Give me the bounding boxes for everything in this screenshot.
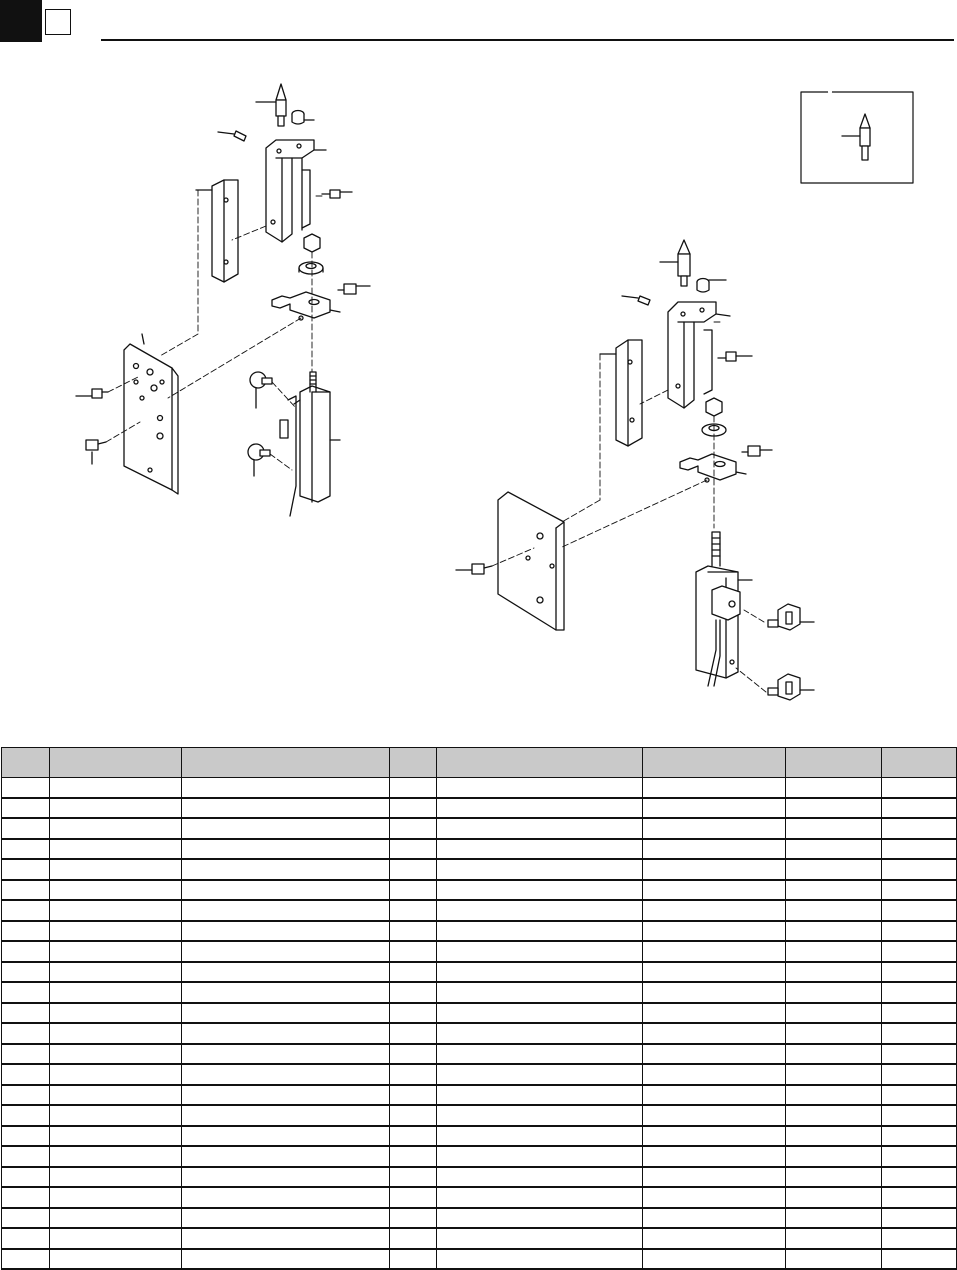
table-cell <box>882 839 957 860</box>
table-cell <box>643 1003 786 1024</box>
pin-icon <box>256 84 286 126</box>
page-header <box>0 0 957 50</box>
table-row <box>2 941 957 962</box>
table-cell <box>182 941 390 962</box>
table-cell <box>786 859 882 880</box>
table-row <box>2 1249 957 1270</box>
table-cell <box>2 1064 50 1085</box>
column-header <box>437 748 643 778</box>
screw-icon <box>76 389 108 398</box>
table-cell <box>50 859 182 880</box>
table-cell <box>182 778 390 798</box>
table-cell <box>882 778 957 798</box>
table-cell <box>643 962 786 983</box>
table-cell <box>50 1044 182 1065</box>
table-row <box>2 1187 957 1208</box>
table-cell <box>50 1208 182 1229</box>
l-bracket-icon <box>680 454 746 482</box>
table-row <box>2 1167 957 1188</box>
table-row <box>2 921 957 942</box>
table-cell <box>643 1044 786 1065</box>
table-row <box>2 900 957 921</box>
column-header <box>882 748 957 778</box>
column-header <box>2 748 50 778</box>
table-cell <box>437 1228 643 1249</box>
table-cell <box>882 921 957 942</box>
table-cell <box>643 1023 786 1044</box>
table-cell <box>2 1167 50 1188</box>
table-cell <box>390 1064 437 1085</box>
mounting-plate-icon <box>124 334 178 494</box>
table-cell <box>786 1249 882 1270</box>
table-cell <box>643 778 786 798</box>
table-cell <box>643 1085 786 1106</box>
table-row <box>2 1228 957 1249</box>
table-row <box>2 1023 957 1044</box>
table-cell <box>182 982 390 1003</box>
table-cell <box>786 1064 882 1085</box>
table-cell <box>882 1187 957 1208</box>
inset-detail-box <box>801 86 913 183</box>
table-cell <box>50 900 182 921</box>
table-cell <box>50 1228 182 1249</box>
table-cell <box>182 962 390 983</box>
table-cell <box>437 941 643 962</box>
table-cell <box>437 1208 643 1229</box>
table-cell <box>786 900 882 921</box>
table-cell <box>390 1044 437 1065</box>
table-cell <box>390 1249 437 1270</box>
table-cell <box>643 1146 786 1167</box>
table-cell <box>182 1167 390 1188</box>
table-cell <box>2 1249 50 1270</box>
table-cell <box>437 880 643 901</box>
table-row <box>2 1146 957 1167</box>
table-cell <box>2 859 50 880</box>
table-cell <box>643 1208 786 1229</box>
table-cell <box>2 1187 50 1208</box>
table-row <box>2 798 957 819</box>
table-cell <box>437 1146 643 1167</box>
table-cell <box>50 1126 182 1147</box>
table-cell <box>390 839 437 860</box>
screw-icon <box>322 190 352 198</box>
table-cell <box>182 1085 390 1106</box>
table-cell <box>390 859 437 880</box>
pin-icon <box>660 240 690 286</box>
table-cell <box>390 1126 437 1147</box>
table-cell <box>643 880 786 901</box>
column-header <box>182 748 390 778</box>
screw-icon <box>718 352 752 361</box>
table-cell <box>182 859 390 880</box>
table-cell <box>786 778 882 798</box>
table-cell <box>882 982 957 1003</box>
table-cell <box>390 880 437 901</box>
table-cell <box>182 1003 390 1024</box>
table-cell <box>2 900 50 921</box>
screw-icon <box>456 564 492 574</box>
table-row <box>2 1003 957 1024</box>
table-cell <box>882 1064 957 1085</box>
table-cell <box>786 818 882 839</box>
table-row <box>2 778 957 798</box>
table-row <box>2 839 957 860</box>
table-cell <box>182 1023 390 1044</box>
table-cell <box>643 839 786 860</box>
cap-nut-icon <box>697 279 726 293</box>
table-cell <box>786 921 882 942</box>
table-cell <box>2 921 50 942</box>
table-cell <box>786 1208 882 1229</box>
table-cell <box>2 880 50 901</box>
left-assembly <box>76 84 370 516</box>
exploded-parts-diagram <box>0 60 957 740</box>
table-cell <box>437 1044 643 1065</box>
table-cell <box>437 1064 643 1085</box>
table-cell <box>437 1126 643 1147</box>
table-cell <box>50 778 182 798</box>
table-cell <box>390 1167 437 1188</box>
table-row <box>2 982 957 1003</box>
table-cell <box>882 1208 957 1229</box>
table-cell <box>182 798 390 819</box>
table-cell <box>182 1228 390 1249</box>
header-rule <box>101 39 954 41</box>
table-cell <box>50 1003 182 1024</box>
table-row <box>2 859 957 880</box>
column-header <box>390 748 437 778</box>
table-cell <box>390 818 437 839</box>
table-cell <box>182 900 390 921</box>
table-cell <box>50 839 182 860</box>
table-cell <box>50 1085 182 1106</box>
table-cell <box>390 941 437 962</box>
table-cell <box>437 962 643 983</box>
table-cell <box>882 1085 957 1106</box>
table-cell <box>786 1003 882 1024</box>
table-cell <box>786 1228 882 1249</box>
table-cell <box>882 900 957 921</box>
table-cell <box>182 1126 390 1147</box>
channel-bracket-icon <box>600 340 642 446</box>
thumb-screw-icon <box>250 372 272 408</box>
table-cell <box>882 1228 957 1249</box>
table-cell <box>882 880 957 901</box>
table-cell <box>437 1085 643 1106</box>
table-cell <box>882 1249 957 1270</box>
parts-table <box>1 747 957 1270</box>
table-cell <box>643 818 786 839</box>
table-cell <box>643 1249 786 1270</box>
thumb-screw-icon <box>248 444 270 476</box>
table-row <box>2 1208 957 1229</box>
table-cell <box>786 1044 882 1065</box>
table-row <box>2 1044 957 1065</box>
table-row <box>2 1085 957 1106</box>
table-cell <box>390 921 437 942</box>
set-screw-icon <box>218 131 246 141</box>
sensor-body-icon <box>696 532 752 686</box>
table-cell <box>50 1187 182 1208</box>
table-cell <box>437 859 643 880</box>
table-cell <box>50 818 182 839</box>
thumb-screw-icon <box>768 604 814 630</box>
column-header <box>50 748 182 778</box>
table-cell <box>643 1167 786 1188</box>
pin-holder-block-icon <box>668 302 730 408</box>
table-cell <box>390 1187 437 1208</box>
table-cell <box>390 1105 437 1126</box>
table-cell <box>643 1187 786 1208</box>
table-cell <box>50 1146 182 1167</box>
table-cell <box>643 900 786 921</box>
washer-icon <box>299 262 323 274</box>
table-cell <box>50 1249 182 1270</box>
table-cell <box>437 1187 643 1208</box>
table-cell <box>643 1228 786 1249</box>
table-cell <box>882 962 957 983</box>
table-cell <box>437 778 643 798</box>
table-cell <box>390 982 437 1003</box>
table-cell <box>50 1064 182 1085</box>
table-row <box>2 1064 957 1085</box>
table-cell <box>437 921 643 942</box>
table-cell <box>390 1146 437 1167</box>
table-cell <box>882 798 957 819</box>
table-cell <box>50 880 182 901</box>
table-cell <box>2 1208 50 1229</box>
screw-icon <box>338 284 370 294</box>
table-cell <box>643 859 786 880</box>
table-cell <box>786 962 882 983</box>
table-cell <box>786 1023 882 1044</box>
table-cell <box>643 982 786 1003</box>
table-cell <box>50 1167 182 1188</box>
table-cell <box>50 1105 182 1126</box>
table-cell <box>182 1208 390 1229</box>
table-cell <box>182 818 390 839</box>
table-cell <box>643 921 786 942</box>
table-body <box>2 778 957 1270</box>
table-cell <box>182 880 390 901</box>
table-cell <box>182 1187 390 1208</box>
table-cell <box>786 1126 882 1147</box>
table-cell <box>786 1167 882 1188</box>
table-cell <box>882 1044 957 1065</box>
table-cell <box>882 818 957 839</box>
screw-icon <box>86 440 106 464</box>
table-cell <box>50 962 182 983</box>
l-bracket-icon <box>272 292 340 320</box>
table-cell <box>50 941 182 962</box>
table-cell <box>390 1228 437 1249</box>
table-cell <box>2 798 50 819</box>
table-cell <box>2 1105 50 1126</box>
table-cell <box>390 1208 437 1229</box>
table-cell <box>882 1126 957 1147</box>
table-cell <box>882 1167 957 1188</box>
table-cell <box>882 941 957 962</box>
table-cell <box>786 1105 882 1126</box>
section-tab-box <box>45 9 71 35</box>
table-cell <box>2 1146 50 1167</box>
screw-icon <box>742 446 772 456</box>
table-cell <box>182 1249 390 1270</box>
table-cell <box>390 778 437 798</box>
table-cell <box>786 941 882 962</box>
pin-holder-block-icon <box>266 140 326 242</box>
table-cell <box>437 1167 643 1188</box>
table-cell <box>786 1085 882 1106</box>
set-screw-icon <box>622 296 650 305</box>
sensor-body-icon <box>280 372 340 516</box>
mounting-plate-icon <box>498 492 564 630</box>
table-cell <box>182 1105 390 1126</box>
channel-bracket-icon <box>196 180 238 282</box>
table-cell <box>882 1105 957 1126</box>
table-row <box>2 962 957 983</box>
section-tab-black <box>0 0 42 42</box>
table-cell <box>437 1023 643 1044</box>
table-cell <box>643 1105 786 1126</box>
table-cell <box>643 1064 786 1085</box>
table-cell <box>390 798 437 819</box>
table-cell <box>786 982 882 1003</box>
table-cell <box>437 839 643 860</box>
right-assembly <box>456 240 814 700</box>
table-row <box>2 1126 957 1147</box>
table-cell <box>50 1023 182 1044</box>
column-header <box>786 748 882 778</box>
table-cell <box>2 778 50 798</box>
table-cell <box>786 1187 882 1208</box>
table-cell <box>2 1126 50 1147</box>
table-cell <box>182 839 390 860</box>
table-row <box>2 1105 957 1126</box>
table-cell <box>882 1023 957 1044</box>
table-cell <box>2 1085 50 1106</box>
table-cell <box>2 1228 50 1249</box>
table-header-row <box>2 748 957 778</box>
table-cell <box>50 921 182 942</box>
table-cell <box>882 1146 957 1167</box>
table-cell <box>50 798 182 819</box>
table-cell <box>786 839 882 860</box>
table-cell <box>2 941 50 962</box>
table-row <box>2 880 957 901</box>
table-cell <box>390 962 437 983</box>
cap-nut-icon <box>292 111 314 125</box>
table-cell <box>2 1023 50 1044</box>
table-cell <box>2 839 50 860</box>
table-cell <box>643 1126 786 1147</box>
table-cell <box>882 859 957 880</box>
table-cell <box>182 1044 390 1065</box>
table-cell <box>2 1003 50 1024</box>
hex-nut-icon <box>304 234 320 252</box>
table-cell <box>390 1023 437 1044</box>
table-cell <box>182 921 390 942</box>
table-cell <box>437 900 643 921</box>
table-row <box>2 818 957 839</box>
table-cell <box>182 1146 390 1167</box>
thumb-screw-icon <box>768 674 814 700</box>
table-cell <box>390 1085 437 1106</box>
table-cell <box>2 982 50 1003</box>
table-cell <box>50 982 182 1003</box>
table-cell <box>437 982 643 1003</box>
table-cell <box>437 798 643 819</box>
table-cell <box>182 1064 390 1085</box>
table-cell <box>437 818 643 839</box>
table-cell <box>882 1003 957 1024</box>
table-cell <box>2 962 50 983</box>
table-cell <box>643 941 786 962</box>
table-cell <box>786 798 882 819</box>
table-cell <box>643 798 786 819</box>
column-header <box>643 748 786 778</box>
table-cell <box>390 1003 437 1024</box>
table-cell <box>2 818 50 839</box>
table-cell <box>786 1146 882 1167</box>
table-cell <box>390 900 437 921</box>
table-cell <box>437 1249 643 1270</box>
table-cell <box>437 1003 643 1024</box>
table-cell <box>2 1044 50 1065</box>
table-cell <box>786 880 882 901</box>
table-cell <box>437 1105 643 1126</box>
hex-nut-icon <box>706 398 722 416</box>
